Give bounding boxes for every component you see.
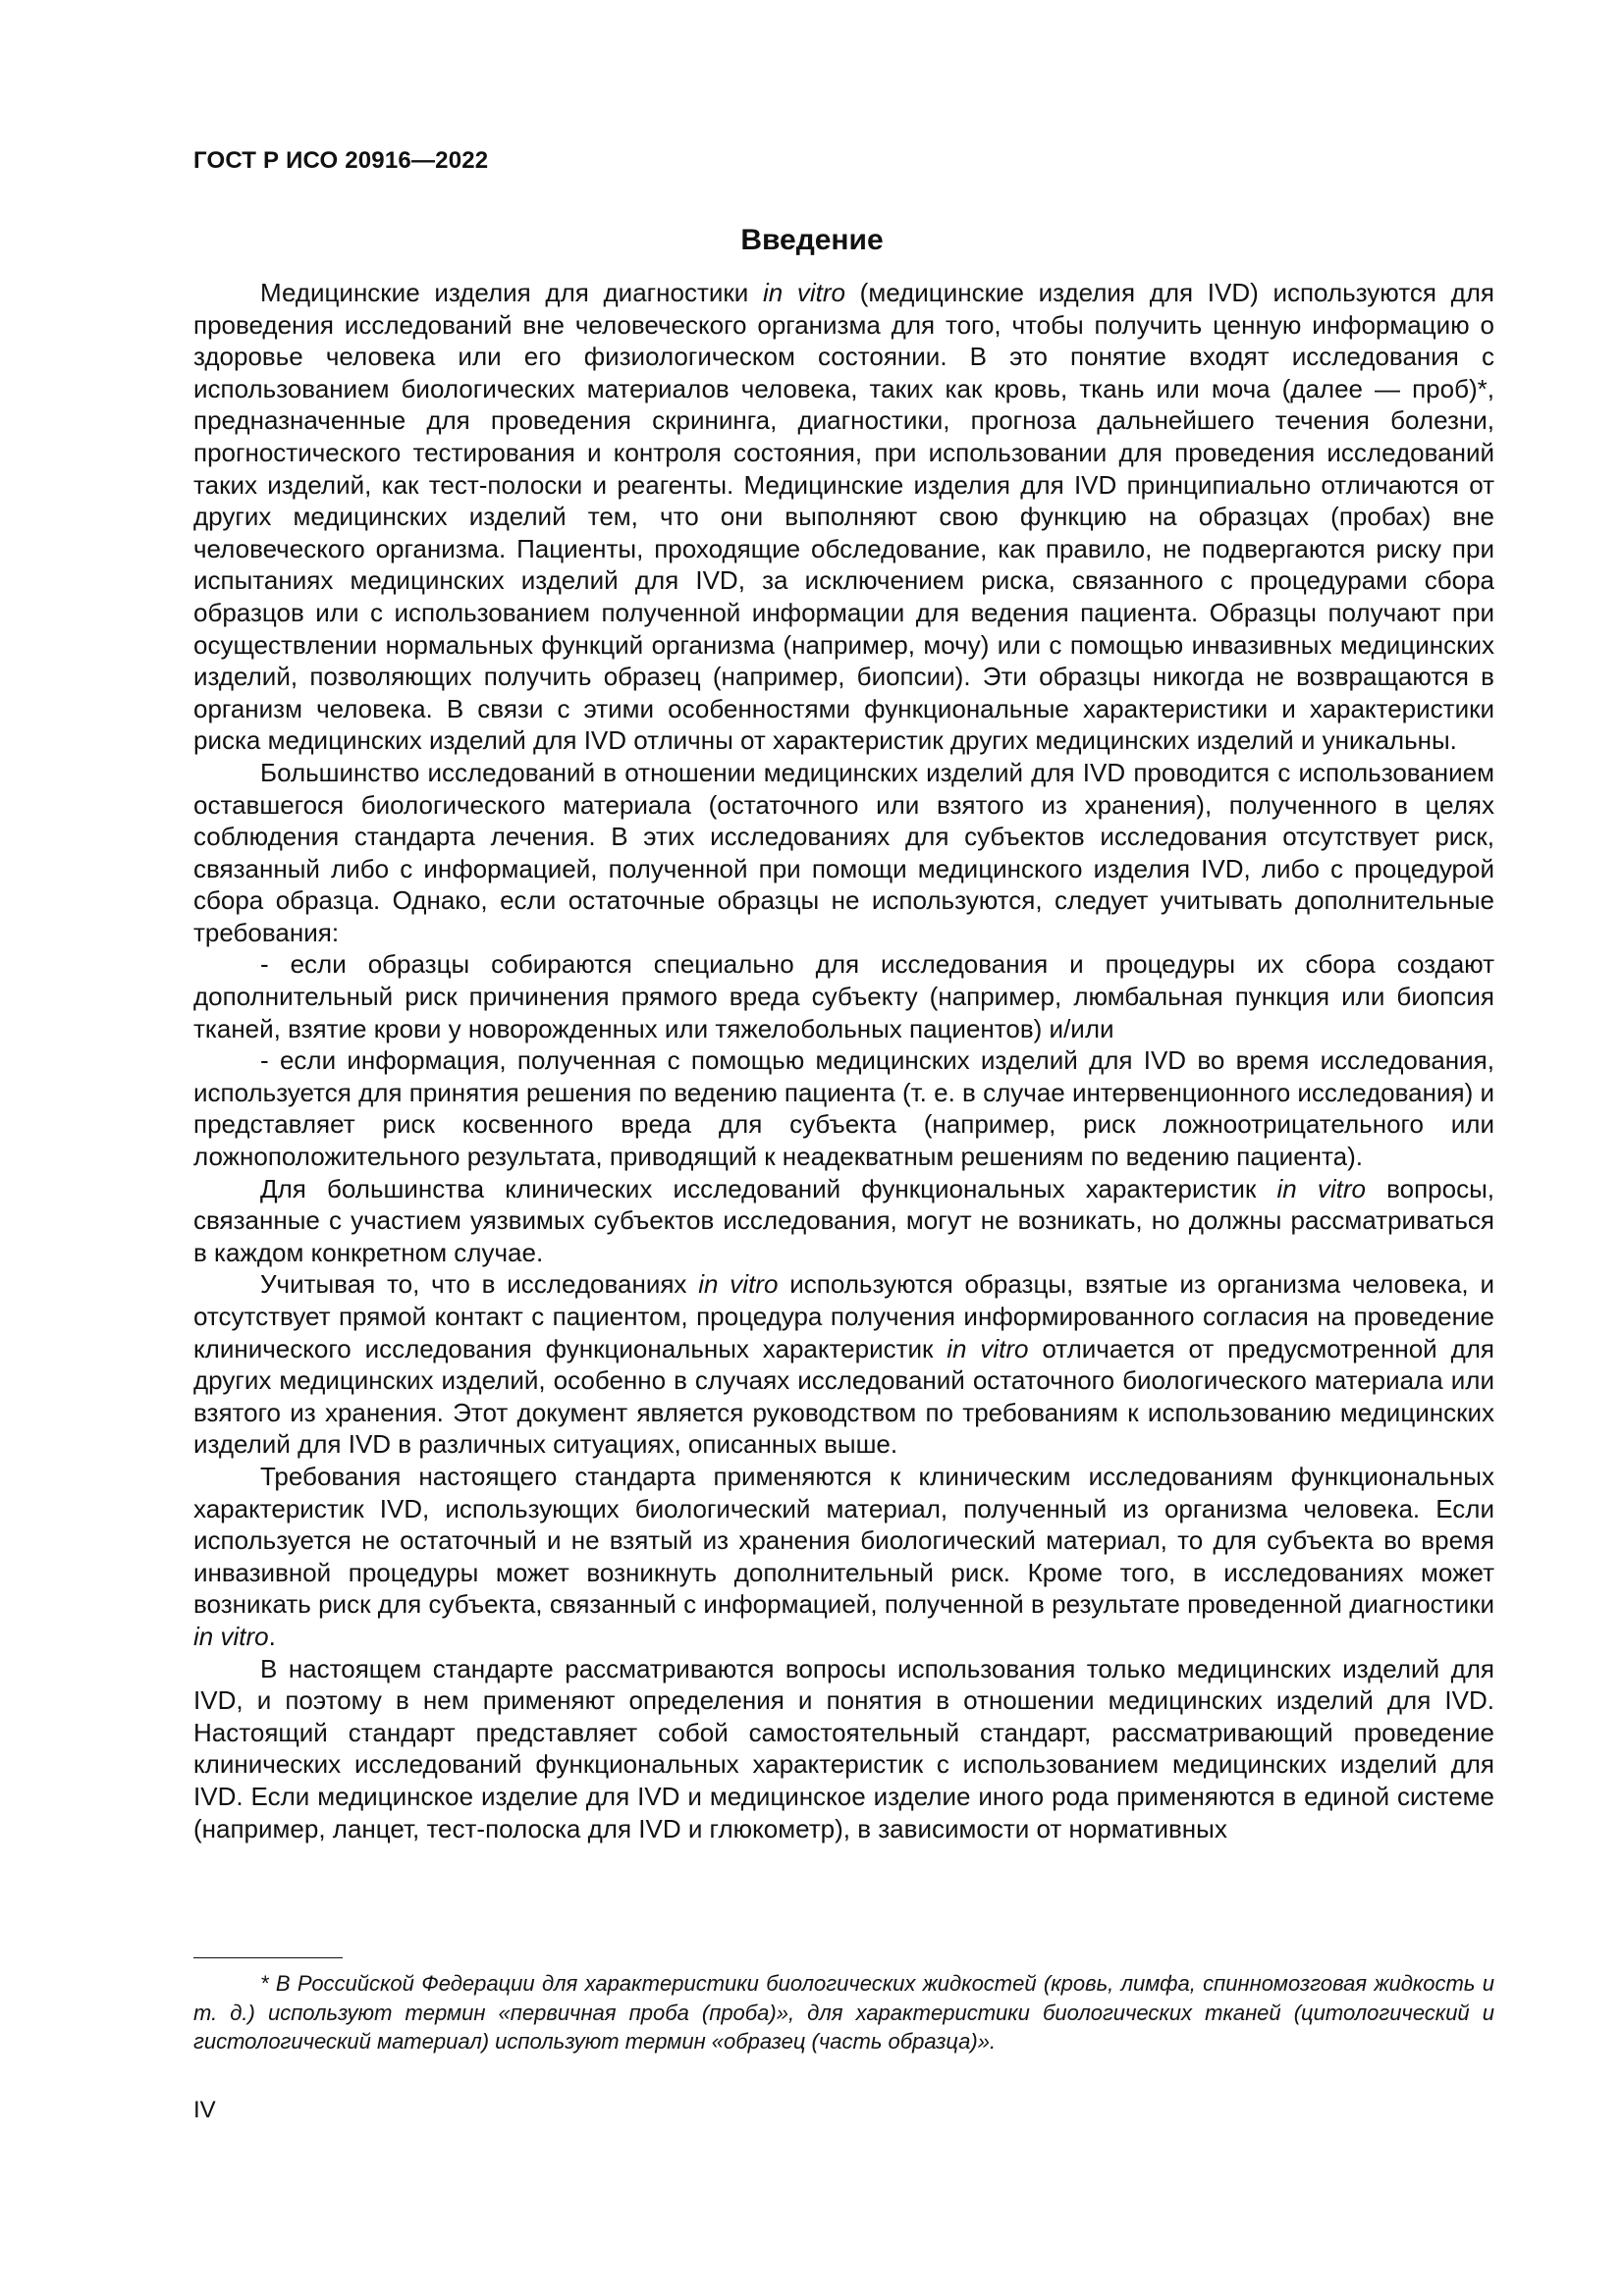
paragraph <box>193 277 1494 757</box>
text-run: вопросы, связанные с участием уязвимых субъектов исследования, могут не возникать, но должны рассматриваться в каждом конкретном случае. <box>193 1173 1494 1267</box>
text-run: . <box>268 1621 276 1651</box>
text-run: Медицинские изделия для диагностики <box>260 278 763 307</box>
paragraph <box>193 1173 1494 1269</box>
body-text <box>193 277 1494 1844</box>
list-item <box>193 1044 1494 1172</box>
text-run: Для большинства клинических исследований функциональных характеристик <box>260 1173 1277 1203</box>
italic-term: in vitro <box>1276 1173 1366 1203</box>
italic-term: in vitro <box>762 278 846 307</box>
paragraph <box>193 1268 1494 1461</box>
list-item <box>193 948 1494 1044</box>
italic-term: in vitro <box>698 1269 779 1300</box>
paragraph <box>193 1653 1494 1845</box>
page-number: IV <box>193 2097 216 2123</box>
text-run: используются образцы, взятые из организма человека, и отсутствует прямой контакт с пациентом, процедура получения информированного согласия на проведение клинического исследования функциональных характеристик <box>193 1269 1495 1363</box>
text-run: В настоящем стандарте рассматриваются вопросы использования только медицинских изделий для IVD, и поэтому в нем применяют определения и понятия в отношении медицинских изделий для IVD. Настоящий стандарт представляет собой самостоятельный стандарт, рассматривающий проведение клинических исследований функциональных характеристик с использованием медицинских изделий для IVD. Если медицинское изделие для IVD и медицинское изделие иного рода применяются в единой системе (например, ланцет, тест-полоска для IVD и глюкометр), в зависимости от нормативных <box>193 1653 1494 1843</box>
text-run: - если образцы собираются специально для исследования и процедуры их сбора создают дополнительный риск причинения прямого вреда субъекту (например, люмбальная пункция или биопсия тканей, взятие крови у новорожденных или тяжелобольных пациентов) и/или <box>193 949 1494 1043</box>
italic-term: in vitro <box>193 1621 269 1651</box>
text-run: Требования настоящего стандарта применяются к клиническим исследованиям функциональных характеристик IVD, использующих биологический материал, полученный из организма человека. Если используется не остаточный и не взятый из хранения биологический материал, то для субъекта во время инвазивной процедуры может возникнуть дополнительный риск. Кроме того, в исследованиях может возникать риск для субъекта, связанный с информацией, полученной в результате проведенной диагностики <box>193 1461 1494 1620</box>
text-run: Учитывая то, что в исследованиях <box>260 1269 699 1300</box>
footnote: * В Российской Федерации для характеристики биологических жидкостей (кровь, лимфа, спинномозговая жидкость и т. д.) используют термин «первичная проба (проба)», для характеристики биологических тканей (цитологический и гистологический материал) используют термин «образец (часть образца)». <box>193 1971 1494 2054</box>
running-header: ГОСТ Р ИСО 20916—2022 <box>193 147 489 174</box>
italic-term: in vitro <box>947 1333 1029 1363</box>
text-run: - если информация, полученная с помощью медицинских изделий для IVD во время исследования, используется для принятия решения по ведению пациента (т. е. в случае интервенционного исследования) и представляет риск косвенного вреда для субъекта (например, риск ложноотрицательного или ложноположительного результата, приводящий к неадекватным решениям по ведению пациента). <box>193 1045 1494 1172</box>
section-title: Введение <box>740 224 884 256</box>
text-run: отличается от предусмотренной для других медицинских изделий, особенно в случаях исследований остаточного биологического материала или взятого из хранения. Этот документ является руководством по требованиям к использованию медицинских изделий для IVD в различных ситуациях, описанных выше. <box>193 1333 1494 1460</box>
paragraph <box>193 757 1494 949</box>
paragraph <box>193 1461 1494 1653</box>
text-run: Большинство исследований в отношении медицинских изделий для IVD проводится с использованием оставшегося биологического материала (остаточного или взятого из хранения), полученного в целях соблюдения стандарта лечения. В этих исследованиях для субъектов исследования отсутствует риск, связанный либо с информацией, полученной при помощи медицинского изделия IVD, либо с процедурой сбора образца. Однако, если остаточные образцы не используются, следует учитывать дополнительные требования: <box>193 757 1494 947</box>
footnote-separator <box>193 1957 343 1958</box>
text-run: (медицинские изделия для IVD) используются для проведения исследований вне человеческого организма для того, чтобы получить ценную информацию о здоровье человека или его физиологическом состоянии. В это понятие входят исследования с использованием биологических материалов человека, таких как кровь, ткань или моча (далее — проб)*, предназначенные для проведения скрининга, диагностики, прогноза дальнейшего течения болезни, прогностического тестирования и контроля состояния, при использовании для проведения исследований таких изделий, как тест-полоски и реагенты. Медицинские изделия для IVD принципиально отличаются от других медицинских изделий тем, что они выполняют свою функцию на образцах (пробах) вне человеческого организма. Пациенты, проходящие обследование, как правило, не подвергаются риску при испытаниях медицинских изделий для IVD, за исключением риска, связанного с процедурами сбора образцов или с использованием полученной информации для ведения пациента. Образцы получают при осуществлении нормальных функций организма (например, мочу) или с помощью инвазивных медицинских изделий, позволяющих получить образец (например, биопсии). Эти образцы никогда не возвращаются в организм человека. В связи с этими особенностями функциональные характеристики и характеристики риска медицинских изделий для IVD отличны от характеристик других медицинских изделий и уникальны. <box>193 278 1495 756</box>
